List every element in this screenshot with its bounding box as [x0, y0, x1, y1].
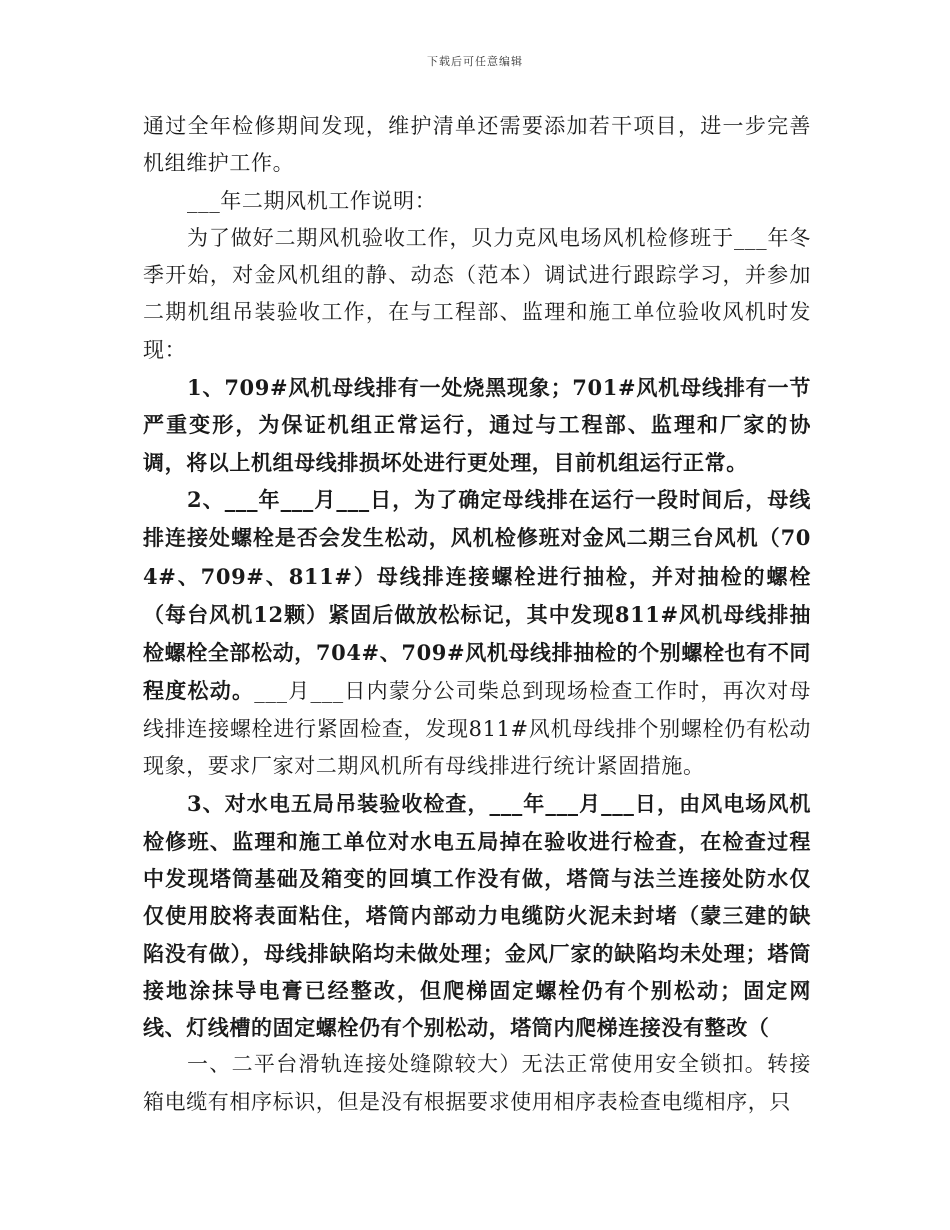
paragraph-item-2	[143, 481, 811, 785]
paragraph-item-3: 3、对水电五局吊装验收检查，___年___月___日，由风电场风机检修班、监理和施工单位对水电五局掉在验收进行检查，在检查过程中发现塔筒基础及箱变的回填工作没有做，塔筒与法兰连接处防水仅仅使用胶将表面粘住，塔筒内部动力电缆防火泥未封堵（蒙三建的缺陷没有做），母线排缺陷均未做处理；金风厂家的缺陷均未处理；塔筒接地涂抹导电膏已经整改，但爬梯固定螺栓仍有个别松动；固定网线、灯线槽的固定螺栓仍有个别松动，塔筒内爬梯连接没有整改（	[143, 791, 811, 1041]
paragraph-item-2-tail: ___月___日内蒙分公司柴总到现场检查工作时，再次对母线排连接螺栓进行紧固检查，发现811#风机母线排个别螺栓仍有松动现象，要求厂家对二期风机所有母线排进行统计紧固措施。	[143, 679, 811, 779]
paragraph-acceptance: 为了做好二期风机验收工作，贝力克风电场风机检修班于___年冬季开始，对金风机组的静、动态（范本）调试进行跟踪学习，并参加二期机组吊装验收工作，在与工程部、监理和施工单位验收风机时发现：	[143, 225, 811, 362]
paragraph-section-title: ___年二期风机工作说明：	[187, 188, 437, 213]
paragraph-item-1: 1、709#风机母线排有一处烧黑现象；701#风机母线排有一节严重变形，为保证机组正常运行，通过与工程部、监理和厂家的协调，将以上机组母线排损坏处进行更处理，目前机组运行正常。	[143, 375, 811, 475]
paragraph-item-2-bold: 2、___年___月___日，为了确定母线排在运行一段时间后，母线排连接处螺栓是否会发生松动，风机检修班对金风二期三台风机（704#、709#、811#）母线排连接螺栓进行抽检，并对抽检的螺栓（每台风机12颗）紧固后做放松标记，其中发现811#风机母线排抽检螺栓全部松动，704#、709#风机母线排抽检的个别螺栓也有不同程度松动。	[143, 486, 811, 704]
document-body	[143, 108, 811, 1121]
paragraph-continuation: 一、二平台滑轨连接处缝隙较大）无法正常使用安全锁扣。转接箱电缆有相序标识，但是没有根据要求使用相序表检查电缆相序，只	[143, 1052, 811, 1114]
paragraph-intro: 通过全年检修期间发现，维护清单还需要添加若干项目，进一步完善机组维护工作。	[143, 114, 811, 176]
page-header: 下载后可任意编辑	[427, 55, 523, 68]
